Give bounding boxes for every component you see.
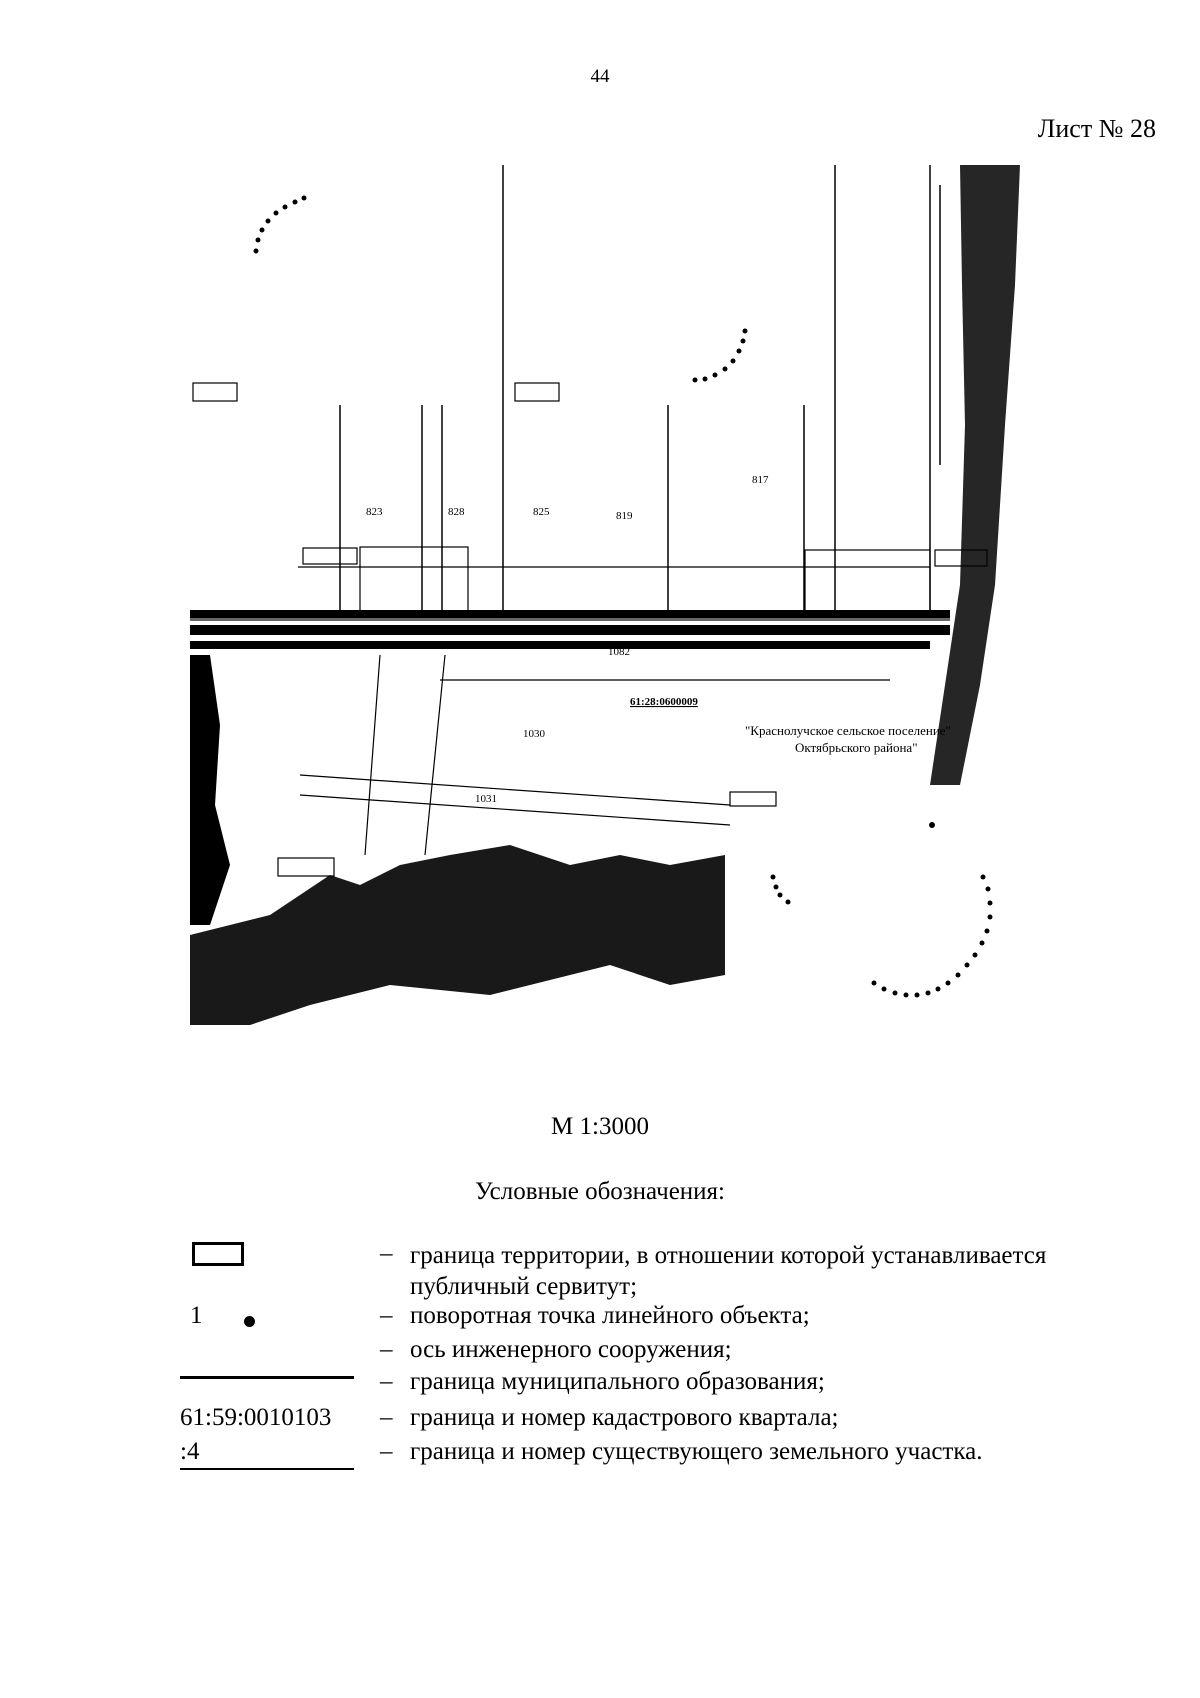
legend-dash: – bbox=[380, 1438, 393, 1465]
sheet-label: Лист № 28 bbox=[1037, 114, 1156, 143]
label-1082: 1082 bbox=[608, 646, 630, 658]
legend-dash: – bbox=[380, 1336, 393, 1363]
vegetation-lower bbox=[190, 655, 725, 1025]
dotted-arc-top-right bbox=[693, 329, 748, 383]
cadastral-map bbox=[190, 165, 1090, 1115]
legend-desc-axis: ось инженерного сооружения; bbox=[410, 1336, 732, 1363]
legend-row-servitude bbox=[180, 1240, 1140, 1302]
label-817: 817 bbox=[752, 474, 769, 486]
legend-dash: – bbox=[380, 1302, 393, 1329]
turn-point-number: 1 bbox=[190, 1302, 203, 1329]
legend-desc-quarter: граница и номер кадастрового квартала; bbox=[410, 1404, 839, 1431]
page-number: 44 bbox=[590, 66, 610, 87]
quarter-number: 61:28:0600009 bbox=[630, 696, 698, 708]
dotted-arc-top-left bbox=[254, 196, 307, 254]
legend bbox=[180, 1240, 1140, 1472]
legend-desc-turn-point: поворотная точка линейного объекта; bbox=[410, 1302, 810, 1329]
legend-desc-servitude: граница территории, в отношении которой устанавливается публичный сервитут; bbox=[410, 1242, 1047, 1300]
legend-row-parcel bbox=[180, 1438, 1140, 1472]
parcel-boundary-line bbox=[180, 1468, 354, 1470]
legend-row-axis bbox=[180, 1336, 1140, 1368]
legend-dash: – bbox=[380, 1368, 393, 1395]
legend-row-quarter bbox=[180, 1404, 1140, 1438]
legend-row-municipal bbox=[180, 1368, 1140, 1404]
label-828: 828 bbox=[448, 506, 465, 518]
legend-dash: – bbox=[380, 1404, 393, 1431]
parcel-example-label: :4 bbox=[180, 1438, 200, 1465]
quarter-example-label: 61:59:0010103 bbox=[180, 1404, 332, 1431]
legend-desc-municipal: граница муниципального образования; bbox=[410, 1368, 825, 1395]
map-scale: М 1:3000 bbox=[551, 1113, 649, 1140]
legend-title: Условные обозначения: bbox=[474, 1178, 726, 1205]
municipal-boundary-line bbox=[180, 1376, 354, 1379]
dotted-arc-bottom-right bbox=[771, 822, 993, 998]
label-819: 819 bbox=[616, 510, 633, 522]
label-1031: 1031 bbox=[475, 793, 497, 805]
vegetation-strip bbox=[930, 165, 1020, 785]
legend-dash: – bbox=[380, 1240, 393, 1267]
legend-desc-parcel: граница и номер существующего земельного участка. bbox=[410, 1438, 983, 1465]
municipality-name-line1: "Краснолучское сельское поселение" bbox=[745, 723, 951, 738]
label-1030: 1030 bbox=[523, 728, 545, 740]
road-band bbox=[190, 610, 950, 649]
legend-row-turn-point bbox=[180, 1302, 1140, 1336]
label-823: 823 bbox=[366, 506, 383, 518]
turn-point-dot-icon bbox=[244, 1316, 255, 1327]
municipality-name-line2: Октябрьского района" bbox=[795, 740, 918, 755]
servitude-boundary-symbol bbox=[192, 1242, 244, 1266]
label-825: 825 bbox=[533, 506, 550, 518]
